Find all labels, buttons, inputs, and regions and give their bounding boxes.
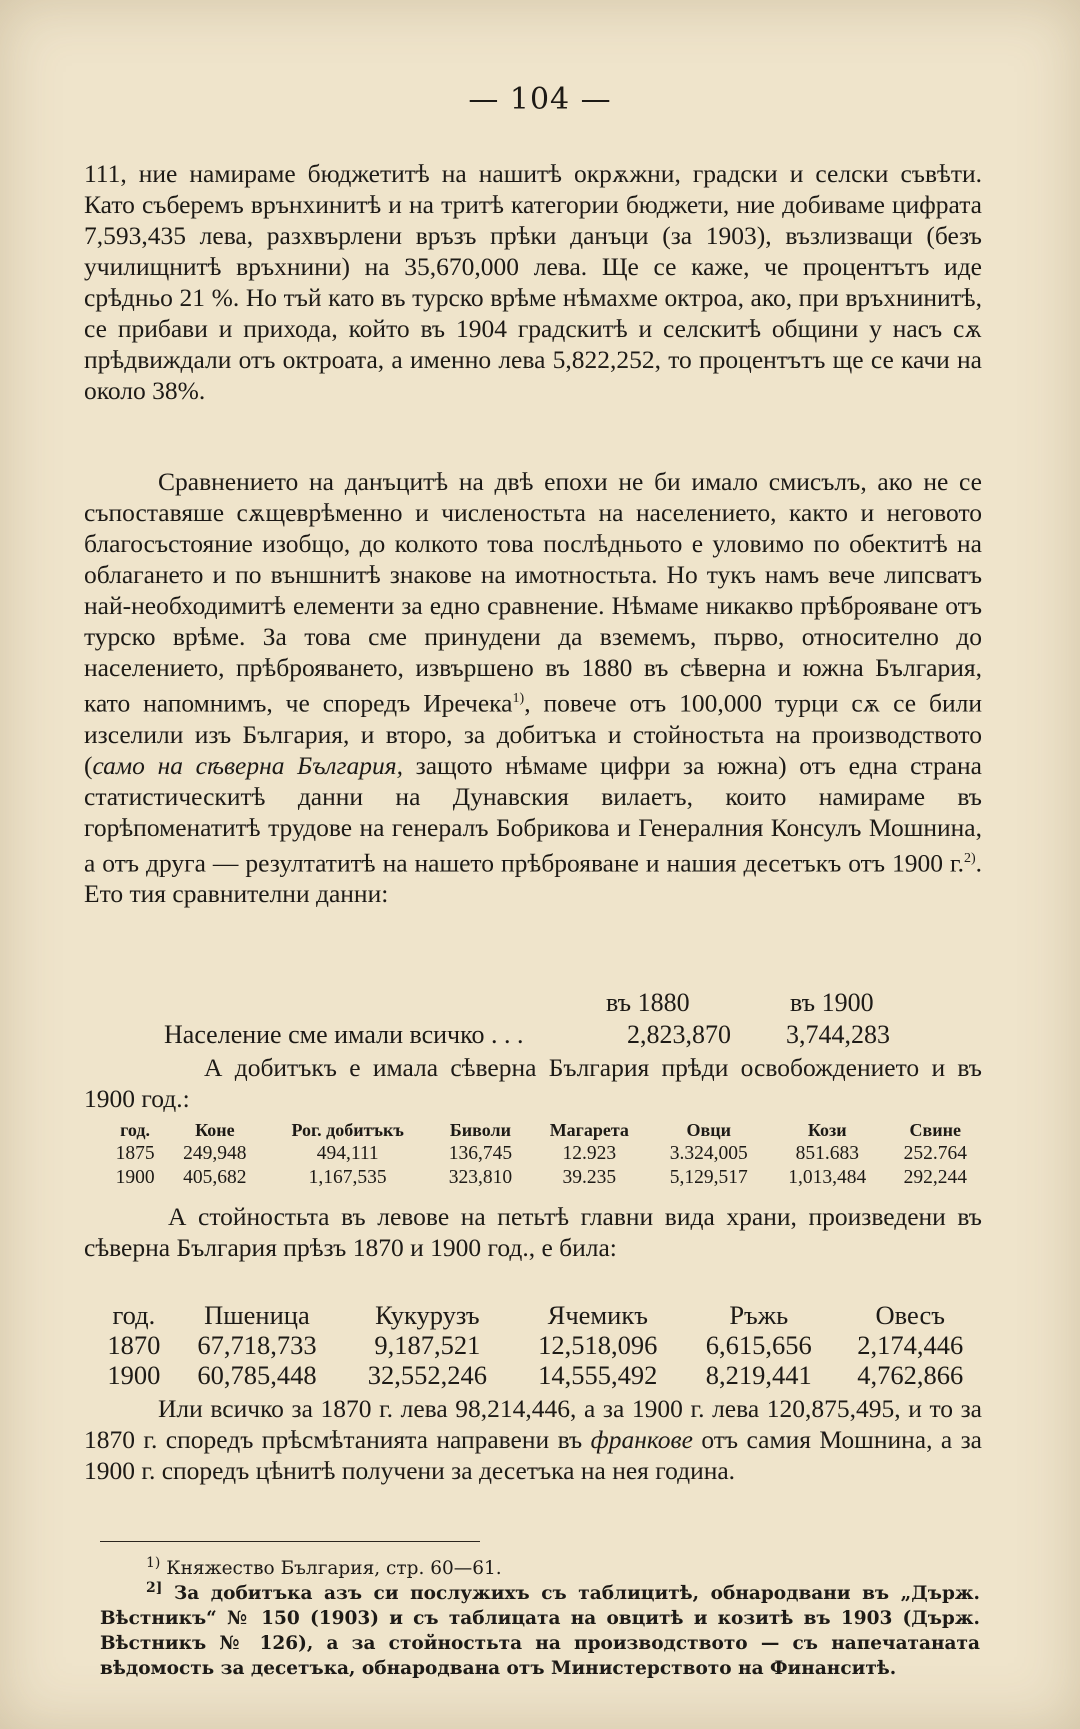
footnote-2-text: За добитъка азъ си послужихъ съ таблицитѣ, обнародвани въ „Държ. Вѣстникъ“ № 150 (1903) и съ таблицата на овцитѣ и козитѣ въ 1903 (Държ. Вѣстникъ № 126), а за стойностьта на производството — съ напечатаната вѣдомость за десетъка, обнародвана отъ Министерството на Финанситѣ. <box>100 1583 980 1680</box>
table-cell: 252.764 <box>903 1143 967 1164</box>
paragraph-3: А добитъкъ е имала сѣверна България прѣди освобождението и въ 1900 год.: <box>84 1053 982 1113</box>
paragraph-5-italic: франкове <box>590 1425 693 1454</box>
grain-col-wheat: Пшеница <box>204 1300 310 1330</box>
footnote-1-text: Княжество България, стр. 60—61. <box>160 1558 502 1580</box>
livestock-col-donkeys: Магарета <box>549 1120 629 1140</box>
table-cell: 4,762,866 <box>857 1360 964 1390</box>
livestock-col-pigs: Свине <box>909 1120 961 1140</box>
livestock-col-sheep: Овци <box>686 1120 731 1140</box>
table-cell: 5,129,517 <box>669 1167 748 1188</box>
livestock-col-year: год. <box>120 1120 150 1140</box>
livestock-col-buffalo: Биволи <box>449 1120 512 1140</box>
population-1880-value: 2,823,870 <box>627 1020 731 1049</box>
table-cell: 136,745 <box>448 1143 513 1164</box>
livestock-table <box>104 1118 984 1190</box>
table-cell: 323,810 <box>448 1167 513 1188</box>
livestock-header-row <box>104 1118 984 1142</box>
livestock-col-horses: Коне <box>195 1120 235 1140</box>
grain-value-table <box>96 1300 986 1390</box>
paragraph-2-part-d: . Ето тия сравнителни данни: <box>84 848 982 908</box>
footnote-1-mark: 1) <box>146 1555 161 1571</box>
footnote-divider <box>100 1541 480 1542</box>
table-cell: 9,187,521 <box>374 1330 481 1360</box>
table-cell: 249,948 <box>183 1143 247 1164</box>
table-row <box>104 1142 984 1166</box>
page-number: — 104 — <box>468 82 612 117</box>
livestock-col-goats: Кози <box>807 1120 847 1140</box>
table-cell: 6,615,656 <box>705 1330 812 1360</box>
grain-col-barley: Ячемикъ <box>547 1300 648 1330</box>
table-row <box>104 1166 984 1190</box>
paragraph-5-part-a: Или всичко за 1870 г. лева 98,214,446, а за 1900 г. лева 120,875,495, и то за 1870 г. споредъ прѣсмѣтанията направени въ <box>84 1394 982 1454</box>
paragraph-2-part-a: Сравнението на данъцитѣ на двѣ епохи не би имало смисълъ, ако не се съпоставяше сѫщеврѣменно и численостьта на населението, както и неговото благосъстояние изобщо, до колкото това послѣдньото е уловимо по обектитѣ на облагането и по външнитѣ знакове на имотностьта. Но тукъ намъ вече липсватъ най-необходимитѣ елементи за едно сравнение. Нѣмаме никакво прѣброяване отъ турско врѣме. За това сме принудени да вземемъ, първо, относително до населението, прѣброяването, извършено въ 1880 въ сѣверна и южна България, като напомнимъ, че споредъ Иречека <box>84 467 982 718</box>
table-cell: 405,682 <box>183 1167 247 1188</box>
population-label: Население сме имали всичко . . . <box>164 1020 524 1049</box>
table-cell: 1900 <box>115 1167 155 1188</box>
paragraph-5-part-b: отъ самия Мошнина, а за 1900 г. споредъ цѣнитѣ получени за десетъка на нея година. <box>84 1425 982 1485</box>
livestock-col-cattle: Рог. добитъкъ <box>291 1120 404 1140</box>
table-cell: 1875 <box>115 1143 155 1164</box>
grain-col-year: год. <box>112 1300 156 1330</box>
table-cell: 1,013,484 <box>788 1167 867 1188</box>
table-cell: 2,174,446 <box>857 1330 964 1360</box>
grain-header-row <box>96 1300 986 1330</box>
table-cell: 851.683 <box>795 1143 859 1164</box>
footnote-2 <box>100 1576 980 1681</box>
paragraph-2 <box>84 466 982 909</box>
table-row <box>96 1360 986 1390</box>
paragraph-5 <box>84 1393 982 1486</box>
grain-col-maize: Кукурузъ <box>375 1300 480 1330</box>
table-cell: 1870 <box>107 1330 161 1360</box>
paragraph-2-part-b: , повече отъ 100,000 турци сѫ се били изселили изъ България, и второ, за добитъка и стойностьта на производството ( <box>84 688 982 780</box>
paragraph-2-italic: само на сѣверна България, <box>92 750 403 780</box>
table-cell: 39.235 <box>562 1167 617 1188</box>
table-cell: 12,518,096 <box>538 1330 658 1360</box>
table-cell: 494,111 <box>316 1143 379 1164</box>
table-cell: 292,244 <box>903 1167 967 1188</box>
footnote-ref-1: 1) <box>512 691 525 706</box>
table-cell: 12.923 <box>562 1143 617 1164</box>
population-year-1880: въ 1880 <box>606 988 690 1017</box>
table-cell: 8,219,441 <box>705 1360 812 1390</box>
footnote-2-mark: 2] <box>146 1580 163 1596</box>
paragraph-2-part-c: защото нѣмаме цифри за южна) отъ една страна статистическитѣ данни на Дунавския вилаетъ, които намираме въ горѣпоменатитѣ трудове на генералъ Бобрикова и Генералния Консулъ Мошнина, а отъ друга — резултатитѣ на нашето прѣброяване и нашия десетъкъ отъ 1900 г. <box>84 750 982 877</box>
table-cell: 32,552,246 <box>367 1360 487 1390</box>
grain-col-rye: Ръжь <box>729 1300 789 1330</box>
table-cell: 3.324,005 <box>669 1143 748 1164</box>
table-cell: 67,718,733 <box>197 1330 317 1360</box>
grain-col-oats: Овесъ <box>875 1300 945 1330</box>
paragraph-1: 111, ние намираме бюджетитѣ на нашитѣ окрѫжни, градски и селски съвѣти. Като съберемъ врънхинитѣ и на тритѣ категории бюджети, ние добиваме цифрата 7,593,435 лева, разхвърлени връзъ прѣки данъци (за 1903), възлизващи (безъ училищнитѣ връхнини) на 35,670,000 лева. Ще се каже, че процентътъ иде срѣдньо 21 %. Но тъй като въ турско врѣме нѣмахме октроа, ако, при връхнинитѣ, се прибави и прихода, който въ 1904 градскитѣ и селскитѣ общини у насъ сѫ прѣдвиждали отъ октроата, а именно лева 5,822,252, то процентътъ ще се качи на около 38%. <box>84 159 982 405</box>
table-cell: 1,167,535 <box>308 1167 387 1188</box>
table-cell: 60,785,448 <box>197 1360 317 1390</box>
paragraph-4: А стойностьта въ левове на петьтѣ главни вида храни, произведени въ сѣверна България прѣзъ 1870 и 1900 год., е била: <box>84 1202 982 1262</box>
population-year-1900: въ 1900 <box>790 988 874 1017</box>
table-row <box>96 1330 986 1360</box>
population-1900-value: 3,744,283 <box>786 1020 890 1049</box>
table-cell: 1900 <box>107 1360 161 1390</box>
footnote-ref-2: 2) <box>963 850 976 866</box>
table-cell: 14,555,492 <box>538 1360 658 1390</box>
